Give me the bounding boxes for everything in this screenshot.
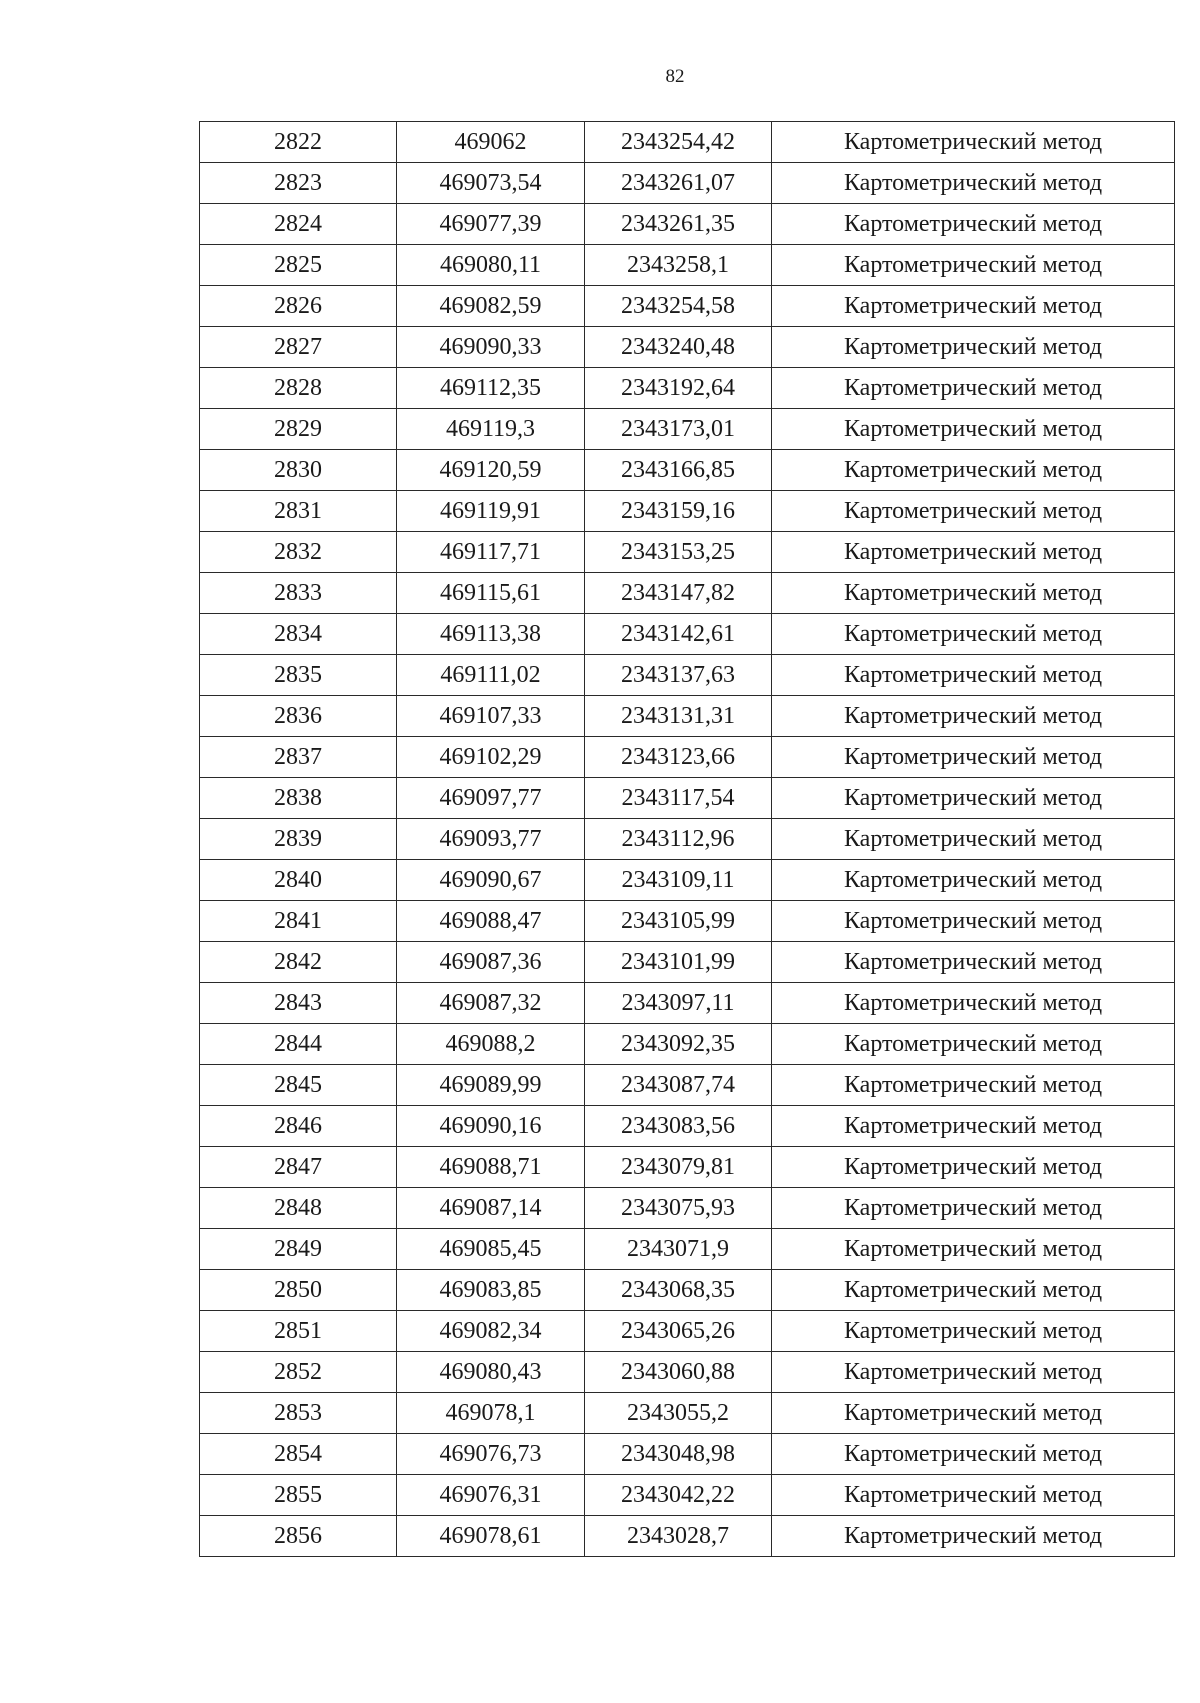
y-coordinate-cell: 2343042,22 [585, 1475, 772, 1516]
point-number-cell: 2823 [200, 163, 397, 204]
x-coordinate-cell: 469087,36 [397, 942, 585, 983]
table-body [200, 122, 1175, 1557]
table-row [200, 122, 1175, 163]
method-cell: Картометрический метод [772, 1311, 1175, 1352]
coordinates-table [199, 121, 1175, 1557]
y-coordinate-cell: 2343173,01 [585, 409, 772, 450]
method-cell: Картометрический метод [772, 942, 1175, 983]
point-number-cell: 2850 [200, 1270, 397, 1311]
table-row [200, 737, 1175, 778]
table-row [200, 1147, 1175, 1188]
point-number-cell: 2826 [200, 286, 397, 327]
x-coordinate-cell: 469102,29 [397, 737, 585, 778]
method-cell: Картометрический метод [772, 1147, 1175, 1188]
y-coordinate-cell: 2343083,56 [585, 1106, 772, 1147]
table-row [200, 1024, 1175, 1065]
x-coordinate-cell: 469093,77 [397, 819, 585, 860]
method-cell: Картометрический метод [772, 737, 1175, 778]
x-coordinate-cell: 469090,16 [397, 1106, 585, 1147]
y-coordinate-cell: 2343055,2 [585, 1393, 772, 1434]
x-coordinate-cell: 469090,33 [397, 327, 585, 368]
point-number-cell: 2838 [200, 778, 397, 819]
method-cell: Картометрический метод [772, 368, 1175, 409]
x-coordinate-cell: 469113,38 [397, 614, 585, 655]
point-number-cell: 2827 [200, 327, 397, 368]
x-coordinate-cell: 469082,34 [397, 1311, 585, 1352]
page-number: 82 [665, 66, 685, 87]
point-number-cell: 2833 [200, 573, 397, 614]
point-number-cell: 2842 [200, 942, 397, 983]
method-cell: Картометрический метод [772, 860, 1175, 901]
table-row [200, 1188, 1175, 1229]
table-row [200, 983, 1175, 1024]
x-coordinate-cell: 469119,91 [397, 491, 585, 532]
x-coordinate-cell: 469087,32 [397, 983, 585, 1024]
y-coordinate-cell: 2343142,61 [585, 614, 772, 655]
point-number-cell: 2848 [200, 1188, 397, 1229]
method-cell: Картометрический метод [772, 696, 1175, 737]
table-row [200, 1475, 1175, 1516]
x-coordinate-cell: 469112,35 [397, 368, 585, 409]
x-coordinate-cell: 469119,3 [397, 409, 585, 450]
y-coordinate-cell: 2343101,99 [585, 942, 772, 983]
table-row [200, 1270, 1175, 1311]
point-number-cell: 2856 [200, 1516, 397, 1557]
x-coordinate-cell: 469082,59 [397, 286, 585, 327]
method-cell: Картометрический метод [772, 573, 1175, 614]
table-row [200, 614, 1175, 655]
point-number-cell: 2841 [200, 901, 397, 942]
method-cell: Картометрический метод [772, 409, 1175, 450]
method-cell: Картометрический метод [772, 901, 1175, 942]
y-coordinate-cell: 2343068,35 [585, 1270, 772, 1311]
point-number-cell: 2835 [200, 655, 397, 696]
table-row [200, 532, 1175, 573]
table-row [200, 942, 1175, 983]
method-cell: Картометрический метод [772, 1188, 1175, 1229]
y-coordinate-cell: 2343028,7 [585, 1516, 772, 1557]
table-row [200, 368, 1175, 409]
y-coordinate-cell: 2343060,88 [585, 1352, 772, 1393]
x-coordinate-cell: 469088,2 [397, 1024, 585, 1065]
method-cell: Картометрический метод [772, 983, 1175, 1024]
method-cell: Картометрический метод [772, 163, 1175, 204]
y-coordinate-cell: 2343109,11 [585, 860, 772, 901]
table-row [200, 655, 1175, 696]
point-number-cell: 2829 [200, 409, 397, 450]
x-coordinate-cell: 469111,02 [397, 655, 585, 696]
method-cell: Картометрический метод [772, 1352, 1175, 1393]
x-coordinate-cell: 469115,61 [397, 573, 585, 614]
point-number-cell: 2843 [200, 983, 397, 1024]
x-coordinate-cell: 469089,99 [397, 1065, 585, 1106]
y-coordinate-cell: 2343240,48 [585, 327, 772, 368]
method-cell: Картометрический метод [772, 122, 1175, 163]
x-coordinate-cell: 469080,43 [397, 1352, 585, 1393]
table-row [200, 1311, 1175, 1352]
y-coordinate-cell: 2343071,9 [585, 1229, 772, 1270]
point-number-cell: 2855 [200, 1475, 397, 1516]
method-cell: Картометрический метод [772, 1475, 1175, 1516]
method-cell: Картометрический метод [772, 655, 1175, 696]
x-coordinate-cell: 469078,61 [397, 1516, 585, 1557]
x-coordinate-cell: 469076,73 [397, 1434, 585, 1475]
table-row [200, 245, 1175, 286]
table-row [200, 491, 1175, 532]
point-number-cell: 2849 [200, 1229, 397, 1270]
y-coordinate-cell: 2343192,64 [585, 368, 772, 409]
x-coordinate-cell: 469080,11 [397, 245, 585, 286]
table-row [200, 327, 1175, 368]
table-row [200, 1229, 1175, 1270]
y-coordinate-cell: 2343261,07 [585, 163, 772, 204]
method-cell: Картометрический метод [772, 286, 1175, 327]
y-coordinate-cell: 2343137,63 [585, 655, 772, 696]
table-row [200, 778, 1175, 819]
table-row [200, 1106, 1175, 1147]
point-number-cell: 2854 [200, 1434, 397, 1475]
x-coordinate-cell: 469120,59 [397, 450, 585, 491]
method-cell: Картометрический метод [772, 450, 1175, 491]
y-coordinate-cell: 2343166,85 [585, 450, 772, 491]
point-number-cell: 2837 [200, 737, 397, 778]
y-coordinate-cell: 2343097,11 [585, 983, 772, 1024]
point-number-cell: 2847 [200, 1147, 397, 1188]
method-cell: Картометрический метод [772, 245, 1175, 286]
table-row [200, 286, 1175, 327]
point-number-cell: 2830 [200, 450, 397, 491]
method-cell: Картометрический метод [772, 532, 1175, 573]
y-coordinate-cell: 2343131,31 [585, 696, 772, 737]
point-number-cell: 2825 [200, 245, 397, 286]
point-number-cell: 2846 [200, 1106, 397, 1147]
point-number-cell: 2822 [200, 122, 397, 163]
method-cell: Картометрический метод [772, 204, 1175, 245]
x-coordinate-cell: 469090,67 [397, 860, 585, 901]
method-cell: Картометрический метод [772, 819, 1175, 860]
x-coordinate-cell: 469085,45 [397, 1229, 585, 1270]
x-coordinate-cell: 469088,71 [397, 1147, 585, 1188]
x-coordinate-cell: 469062 [397, 122, 585, 163]
table-row [200, 163, 1175, 204]
method-cell: Картометрический метод [772, 1229, 1175, 1270]
point-number-cell: 2840 [200, 860, 397, 901]
method-cell: Картометрический метод [772, 1065, 1175, 1106]
point-number-cell: 2839 [200, 819, 397, 860]
point-number-cell: 2853 [200, 1393, 397, 1434]
x-coordinate-cell: 469077,39 [397, 204, 585, 245]
point-number-cell: 2851 [200, 1311, 397, 1352]
y-coordinate-cell: 2343159,16 [585, 491, 772, 532]
method-cell: Картометрический метод [772, 1270, 1175, 1311]
table-row [200, 204, 1175, 245]
method-cell: Картометрический метод [772, 1434, 1175, 1475]
point-number-cell: 2832 [200, 532, 397, 573]
point-number-cell: 2844 [200, 1024, 397, 1065]
x-coordinate-cell: 469107,33 [397, 696, 585, 737]
x-coordinate-cell: 469087,14 [397, 1188, 585, 1229]
x-coordinate-cell: 469117,71 [397, 532, 585, 573]
table-row [200, 1434, 1175, 1475]
table-row [200, 819, 1175, 860]
method-cell: Картометрический метод [772, 327, 1175, 368]
y-coordinate-cell: 2343117,54 [585, 778, 772, 819]
table-row [200, 696, 1175, 737]
table-row [200, 573, 1175, 614]
y-coordinate-cell: 2343261,35 [585, 204, 772, 245]
point-number-cell: 2834 [200, 614, 397, 655]
point-number-cell: 2852 [200, 1352, 397, 1393]
x-coordinate-cell: 469078,1 [397, 1393, 585, 1434]
y-coordinate-cell: 2343123,66 [585, 737, 772, 778]
x-coordinate-cell: 469083,85 [397, 1270, 585, 1311]
x-coordinate-cell: 469097,77 [397, 778, 585, 819]
y-coordinate-cell: 2343048,98 [585, 1434, 772, 1475]
method-cell: Картометрический метод [772, 1516, 1175, 1557]
y-coordinate-cell: 2343147,82 [585, 573, 772, 614]
y-coordinate-cell: 2343254,42 [585, 122, 772, 163]
y-coordinate-cell: 2343065,26 [585, 1311, 772, 1352]
y-coordinate-cell: 2343112,96 [585, 819, 772, 860]
method-cell: Картометрический метод [772, 614, 1175, 655]
table-row [200, 450, 1175, 491]
y-coordinate-cell: 2343153,25 [585, 532, 772, 573]
method-cell: Картометрический метод [772, 491, 1175, 532]
point-number-cell: 2831 [200, 491, 397, 532]
table-row [200, 409, 1175, 450]
x-coordinate-cell: 469073,54 [397, 163, 585, 204]
y-coordinate-cell: 2343092,35 [585, 1024, 772, 1065]
table-row [200, 1393, 1175, 1434]
table-row [200, 1516, 1175, 1557]
y-coordinate-cell: 2343254,58 [585, 286, 772, 327]
method-cell: Картометрический метод [772, 1024, 1175, 1065]
x-coordinate-cell: 469088,47 [397, 901, 585, 942]
y-coordinate-cell: 2343105,99 [585, 901, 772, 942]
point-number-cell: 2836 [200, 696, 397, 737]
y-coordinate-cell: 2343075,93 [585, 1188, 772, 1229]
table-row [200, 860, 1175, 901]
table-row [200, 1352, 1175, 1393]
method-cell: Картометрический метод [772, 1106, 1175, 1147]
x-coordinate-cell: 469076,31 [397, 1475, 585, 1516]
y-coordinate-cell: 2343258,1 [585, 245, 772, 286]
table-row [200, 901, 1175, 942]
method-cell: Картометрический метод [772, 778, 1175, 819]
point-number-cell: 2828 [200, 368, 397, 409]
method-cell: Картометрический метод [772, 1393, 1175, 1434]
table-row [200, 1065, 1175, 1106]
y-coordinate-cell: 2343079,81 [585, 1147, 772, 1188]
y-coordinate-cell: 2343087,74 [585, 1065, 772, 1106]
point-number-cell: 2845 [200, 1065, 397, 1106]
point-number-cell: 2824 [200, 204, 397, 245]
